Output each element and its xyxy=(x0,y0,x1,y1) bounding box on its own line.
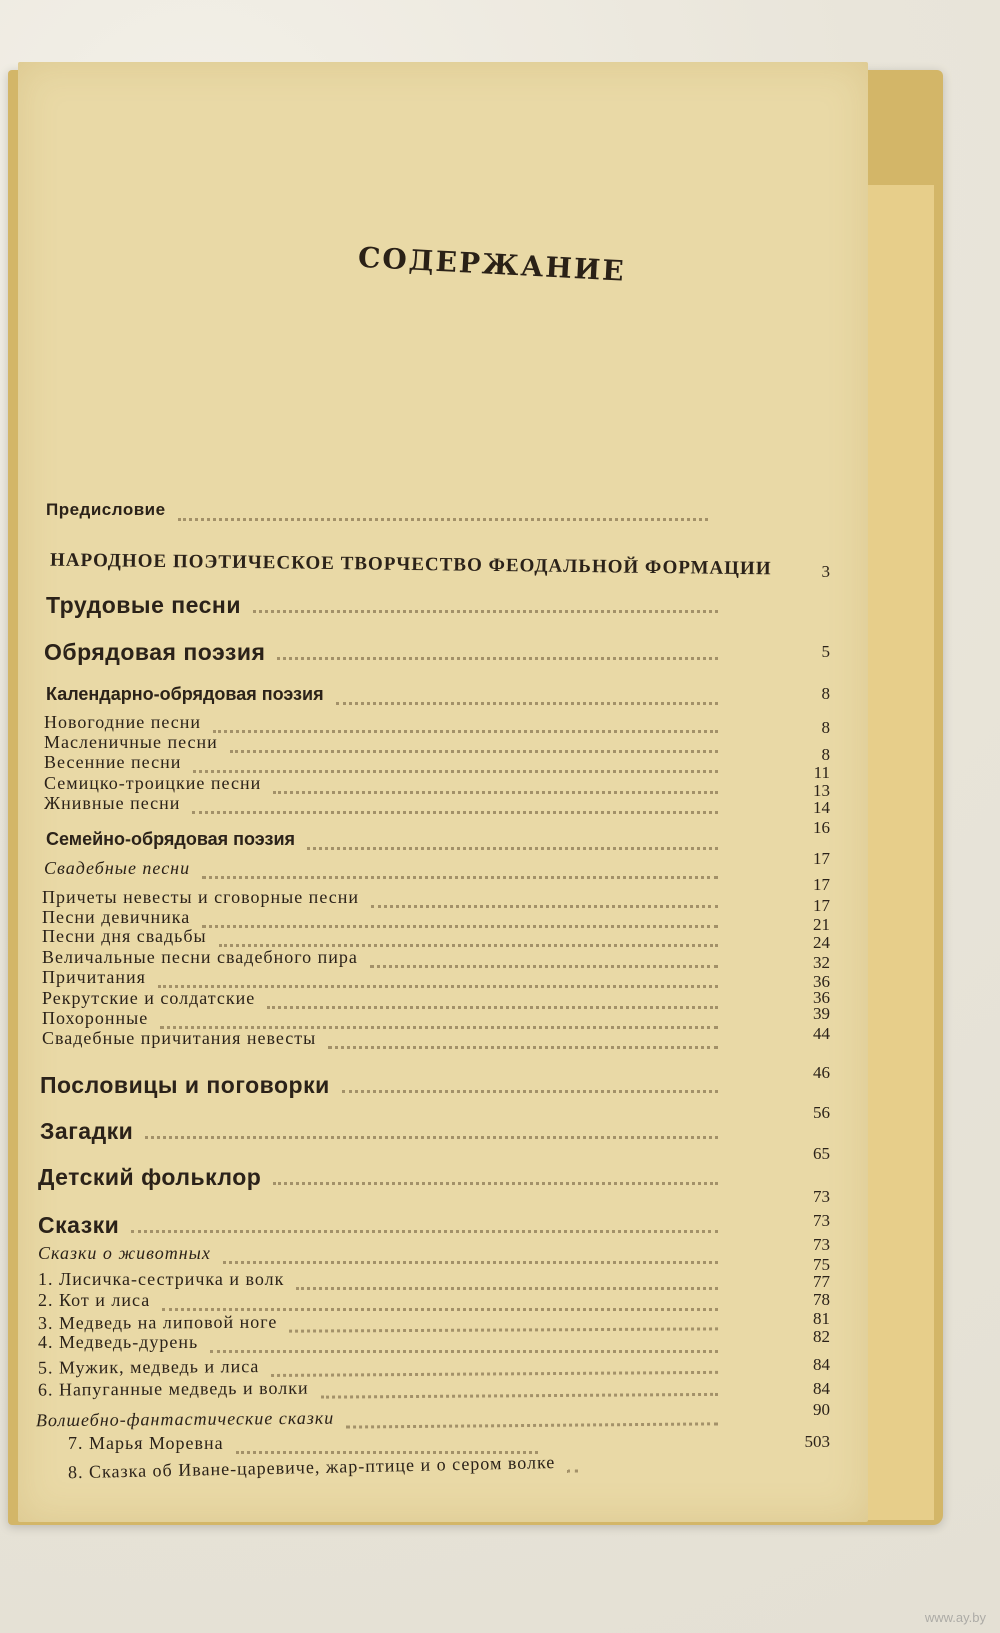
page-number: 73 xyxy=(813,1187,830,1206)
dot-leader xyxy=(336,678,718,705)
page-number: 90 xyxy=(813,1400,830,1419)
toc-entry xyxy=(18,684,808,708)
page-number: 39 xyxy=(813,1004,830,1023)
page-number: 8 xyxy=(821,718,830,737)
page-number: 16 xyxy=(813,818,830,837)
dot-leader xyxy=(178,494,708,521)
toc-entry-title: Предисловие xyxy=(46,500,166,519)
dot-leader xyxy=(202,852,718,879)
toc-entry-title: Рекрутские и солдатские xyxy=(42,988,256,1008)
page-number: 8 xyxy=(821,684,830,703)
toc-entry-title: НАРОДНОЕ ПОЭТИЧЕСКОЕ ТВОРЧЕСТВО ФЕОДАЛЬНОЙ ФОРМАЦИИ xyxy=(49,549,772,580)
dot-leader xyxy=(567,1446,579,1473)
toc-entry-title: 1. Лисичка-сестричка и волк xyxy=(38,1269,285,1289)
dot-leader xyxy=(131,1206,718,1233)
toc-entry xyxy=(18,1118,808,1142)
page-number: 21 xyxy=(813,915,830,934)
dot-leader xyxy=(273,1158,718,1185)
toc-entry-title: Свадебные причитания невесты xyxy=(42,1028,317,1048)
toc-entry-title: Свадебные песни xyxy=(44,858,191,878)
toc-entry-title: Календарно-обрядовая поэзия xyxy=(46,684,324,704)
dot-leader xyxy=(328,1022,718,1049)
toc-entry-title: 8. Сказка об Иване-царевиче, жар-птице и о сером волке xyxy=(67,1452,556,1483)
toc-entry-title: Масленичные песни xyxy=(44,732,218,752)
toc-entry-title: Песни девичника xyxy=(42,907,191,927)
toc-entry-title: Трудовые песни xyxy=(46,592,241,618)
toc-entry-title: Величальные песни свадебного пира xyxy=(42,947,358,967)
toc-entry-title: Причитания xyxy=(42,967,146,987)
watermark: www.ay.by xyxy=(924,1610,986,1625)
dot-leader xyxy=(321,1369,718,1399)
dot-leader xyxy=(307,823,718,850)
toc-entry xyxy=(18,1212,808,1236)
book-page xyxy=(18,62,868,1522)
page-number: 56 xyxy=(813,1103,830,1122)
page-number: 14 xyxy=(813,798,830,817)
toc-entry xyxy=(18,1028,808,1052)
page-number: 73 xyxy=(813,1235,830,1254)
toc-entry-title: Новогодние песни xyxy=(44,712,202,732)
toc-entry-title: 5. Мужик, медведь и лиса xyxy=(37,1356,260,1378)
toc-entry xyxy=(18,549,808,583)
toc-entry xyxy=(18,1072,808,1096)
dot-leader xyxy=(277,633,718,660)
toc-entry-title: 3. Медведь на липовой ноге xyxy=(37,1311,278,1333)
dot-leader xyxy=(192,787,718,814)
toc-entry-title: Детский фольклор xyxy=(38,1164,262,1190)
dot-leader xyxy=(253,586,718,613)
toc-entry-title: Обрядовая поэзия xyxy=(44,639,266,665)
page-number: 24 xyxy=(813,933,830,952)
dot-leader xyxy=(346,1398,718,1428)
page-number: 65 xyxy=(813,1144,830,1163)
toc-entry-title: Волшебно-фантастические сказки xyxy=(35,1407,335,1431)
page-number: 81 xyxy=(813,1309,830,1328)
page-number: 46 xyxy=(813,1063,830,1082)
page-number: 36 xyxy=(813,988,830,1007)
toc-entry xyxy=(18,592,808,616)
toc-entry-title: Семейно-обрядовая поэзия xyxy=(46,829,296,849)
page-number: 5 xyxy=(821,642,830,661)
toc-entry-title: 4. Медведь-дурень xyxy=(38,1332,199,1352)
page-number: 77 xyxy=(813,1272,830,1291)
page-number: 11 xyxy=(813,763,830,782)
toc-entry-title: 7. Марья Моревна xyxy=(68,1433,224,1453)
page-number: 8 xyxy=(821,745,830,764)
page-number: 13 xyxy=(813,781,830,800)
dot-leader xyxy=(342,1066,718,1093)
dot-leader xyxy=(223,1237,718,1264)
page-number: 32 xyxy=(813,953,830,972)
page-number: 17 xyxy=(813,849,830,868)
toc-entry-title: Сказки о животных xyxy=(38,1243,211,1263)
toc-entry-title: Песни дня свадьбы xyxy=(42,926,207,946)
page-number: 84 xyxy=(813,1355,830,1374)
page-number: 503 xyxy=(804,1432,830,1451)
toc-entry-title: Жнивные песни xyxy=(44,793,181,813)
toc-entry-title: Весенние песни xyxy=(44,752,182,772)
toc-entry-title: Семицко-троицкие песни xyxy=(44,773,262,793)
toc-entry-title: Сказки xyxy=(38,1212,120,1238)
page-number: 17 xyxy=(813,875,830,894)
toc-entry xyxy=(18,829,808,853)
page-number: 36 xyxy=(813,972,830,991)
page-number: 75 xyxy=(813,1255,830,1274)
page-number: 78 xyxy=(813,1290,830,1309)
page-number: 3 xyxy=(821,562,830,581)
page-number: 82 xyxy=(813,1327,830,1346)
page-number: 44 xyxy=(813,1024,830,1043)
toc-entry-title: Загадки xyxy=(40,1118,134,1144)
toc-entry xyxy=(18,858,808,882)
toc-entry xyxy=(18,1164,808,1188)
page-number: 84 xyxy=(813,1379,830,1398)
dot-leader xyxy=(145,1112,718,1139)
toc-entry-title: Похоронные xyxy=(42,1008,149,1028)
toc-entry xyxy=(18,639,808,663)
dot-leader xyxy=(236,1427,538,1454)
toc-entry xyxy=(18,500,808,524)
toc-entry-title: Пословицы и поговорки xyxy=(40,1072,330,1098)
toc-entry xyxy=(18,793,808,817)
page-number: 17 xyxy=(813,896,830,915)
page-number: 73 xyxy=(813,1211,830,1230)
page-title: СОДЕРЖАНИЕ xyxy=(357,240,627,288)
toc-entry-title: 2. Кот и лиса xyxy=(38,1290,151,1310)
toc-entry-title: Причеты невесты и сговорные песни xyxy=(42,887,360,907)
toc-entry-title: 6. Напуганные медведь и волки xyxy=(37,1377,309,1400)
